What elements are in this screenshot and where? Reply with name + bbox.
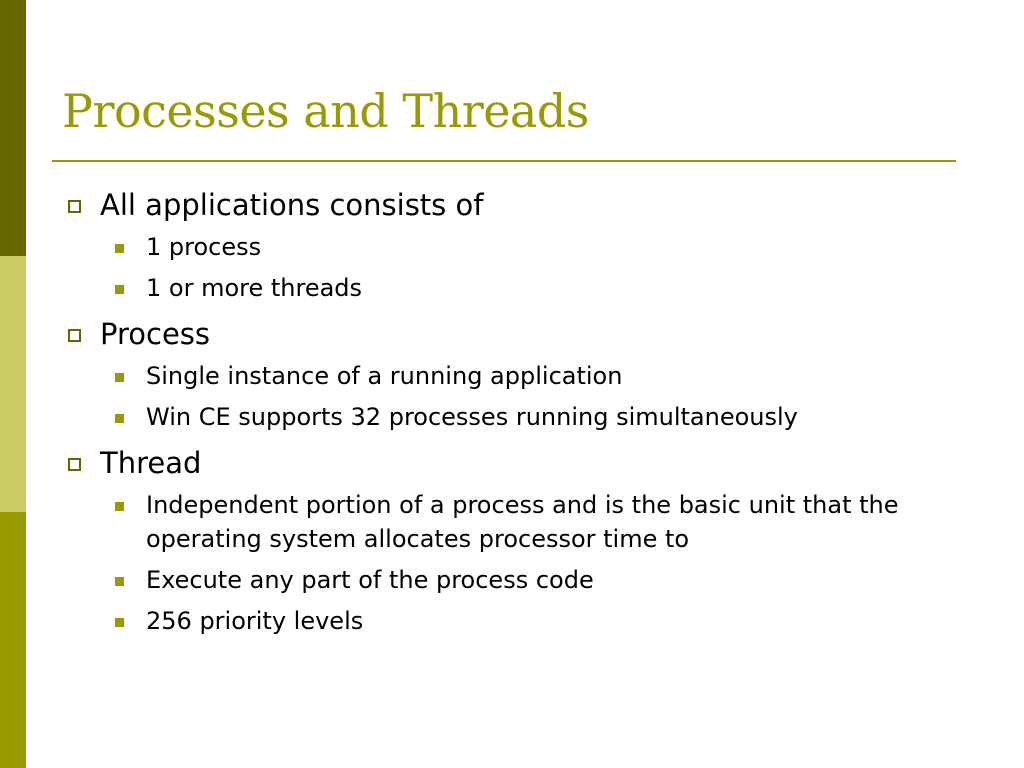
sub-bullet-text: Independent portion of a process and is the basic unit that the operating system allocates processor time to xyxy=(146,491,899,553)
sub-bullet xyxy=(62,230,962,264)
filled-square-icon xyxy=(115,373,124,382)
title-divider xyxy=(52,160,956,162)
sub-bullet xyxy=(62,488,962,556)
filled-square-icon xyxy=(115,618,124,627)
filled-square-icon xyxy=(115,414,124,423)
sub-bullet xyxy=(62,400,962,434)
accent-bar-bottom xyxy=(0,512,26,768)
bullet-text: Thread xyxy=(100,446,202,480)
bullet-applications xyxy=(62,186,962,224)
accent-bar-middle xyxy=(0,256,26,512)
slide-title: Processes and Threads xyxy=(62,84,589,138)
bullet-text: All applications consists of xyxy=(100,188,484,222)
hollow-square-icon xyxy=(68,329,81,342)
sub-bullet xyxy=(62,563,962,597)
filled-square-icon xyxy=(115,285,124,294)
sub-bullet-text: 256 priority levels xyxy=(146,607,364,635)
filled-square-icon xyxy=(115,502,124,511)
sub-bullet xyxy=(62,271,962,305)
filled-square-icon xyxy=(115,577,124,586)
bullet-thread xyxy=(62,444,962,482)
sub-bullet-text: Win CE supports 32 processes running simultaneously xyxy=(146,403,798,431)
slide-body xyxy=(62,186,962,648)
sub-bullet-text: 1 process xyxy=(146,233,262,261)
sub-bullet xyxy=(62,604,962,638)
filled-square-icon xyxy=(115,244,124,253)
sub-bullet-text: 1 or more threads xyxy=(146,274,363,302)
bullet-text: Process xyxy=(100,317,211,351)
sub-bullet-text: Single instance of a running application xyxy=(146,362,623,390)
accent-bar-top xyxy=(0,0,26,256)
sub-bullet xyxy=(62,359,962,393)
sub-bullet-text: Execute any part of the process code xyxy=(146,566,594,594)
bullet-process xyxy=(62,315,962,353)
hollow-square-icon xyxy=(68,200,81,213)
hollow-square-icon xyxy=(68,458,81,471)
